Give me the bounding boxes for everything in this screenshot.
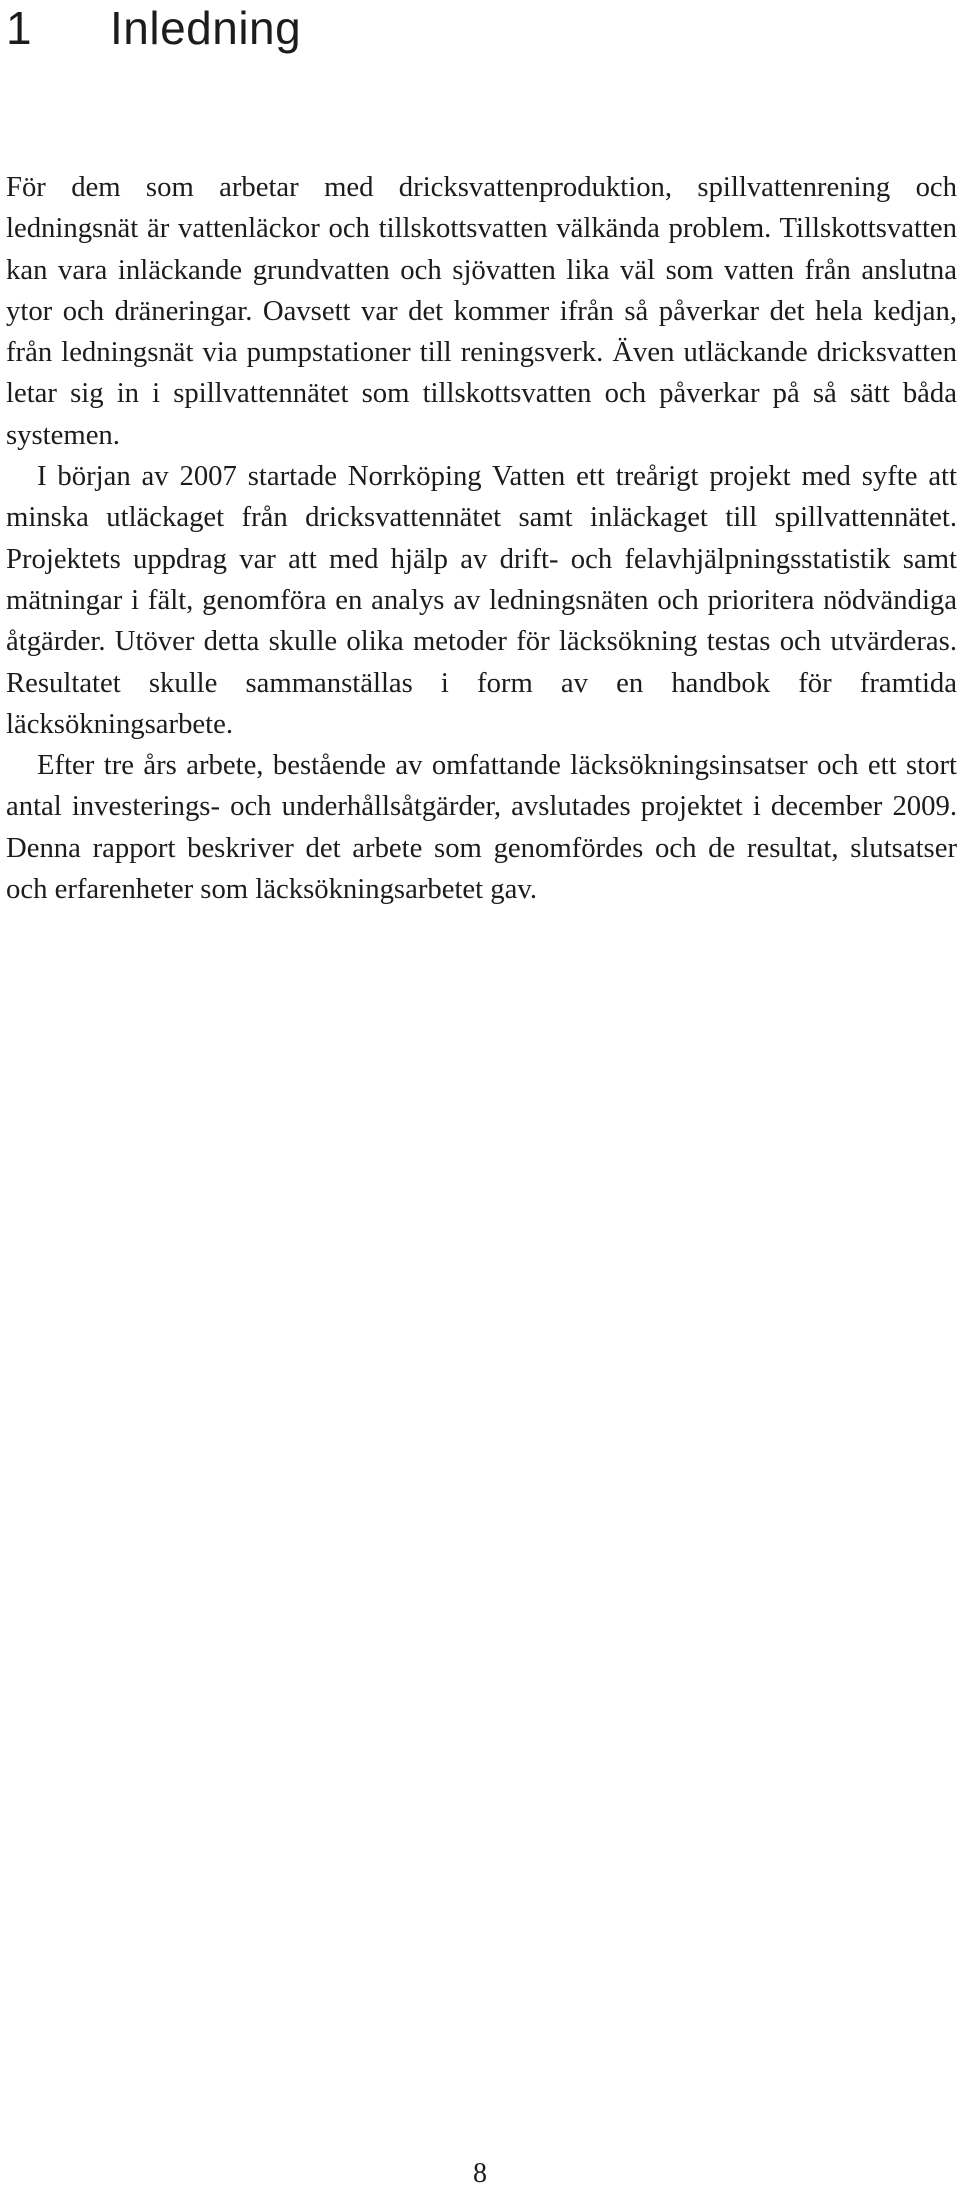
paragraph: Efter tre års arbete, bestående av omfattande läcksökningsinsatser och ett stort antal investerings- och underhållsåtgärder, avslutades projektet i december 2009. Denna rapport beskriver det arbete som genomfördes och de resultat, slutsatser och erfarenheter som läcksökningsarbetet gav. bbox=[6, 749, 957, 906]
chapter-heading bbox=[6, 0, 301, 56]
page-number: 8 bbox=[473, 2158, 487, 2189]
chapter-title: Inledning bbox=[110, 2, 302, 54]
body-text bbox=[6, 167, 957, 910]
chapter-number: 1 bbox=[6, 2, 33, 54]
paragraph: I början av 2007 startade Norrköping Vatten ett treårigt projekt med syfte att minska utläckaget från dricksvattennätet samt inläckaget till spillvattennätet. Projektets uppdrag var att med hjälp av drift- och felavhjälpningsstatistik samt mätningar i fält, genomföra en analys av ledningsnäten och prioritera nödvändiga åtgärder. Utöver detta skulle olika metoder för läcksökning testas och utvärderas. Resultatet skulle sammanställas i form av en handbok för framtida läcksökningsarbete. bbox=[6, 460, 957, 740]
paragraph: För dem som arbetar med dricksvattenproduktion, spillvattenrening och ledningsnät är vattenläckor och tillskottsvatten välkända problem. Tillskottsvatten kan vara inläckande grundvatten och sjövatten lika väl som vatten från anslutna ytor och dräneringar. Oavsett var det kommer ifrån så påverkar det hela kedjan, från ledningsnät via pumpstationer till reningsverk. Även utläckande dricksvatten letar sig in i spillvattennätet som tillskottsvatten och påverkar på så sätt båda systemen. bbox=[6, 171, 957, 451]
